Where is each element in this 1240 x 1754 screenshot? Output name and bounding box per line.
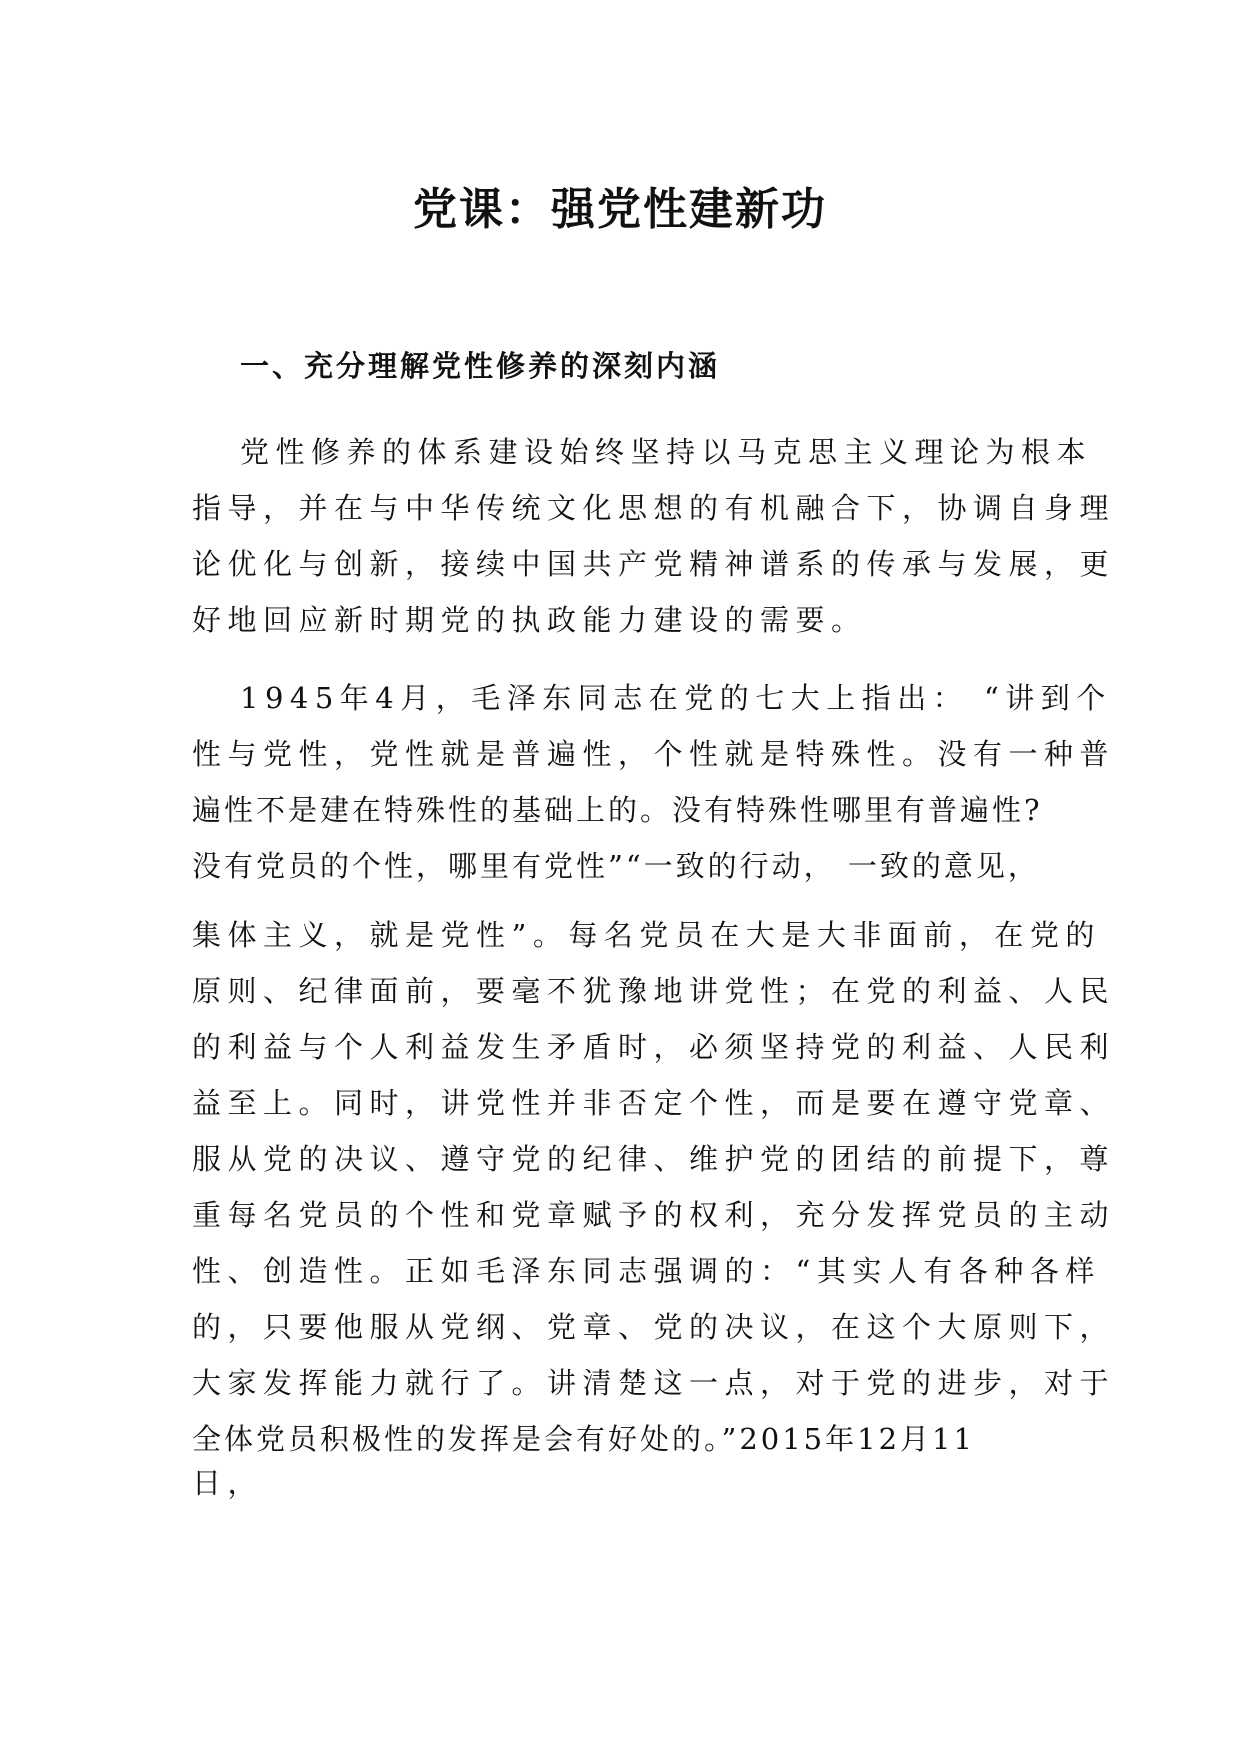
paragraph-line: 论优化与创新，接续中国共产党精神谱系的传承与发展，更 [192, 547, 1116, 581]
paragraph-line: 日， [192, 1466, 264, 1500]
paragraph-line: 大家发挥能力就行了。讲清楚这一点，对于党的进步，对于 [192, 1366, 1116, 1400]
paragraph-1 [192, 424, 1116, 648]
paragraph-line: 原则、纪律面前，要毫不犹豫地讲党性；在党的利益、人民 [192, 974, 1116, 1008]
paragraph-line: 党性修养的体系建设始终坚持以马克思主义理论为根本 [240, 435, 1093, 469]
document-title: 党课：强党性建新功 [413, 184, 827, 235]
paragraph-line: 好地回应新时期党的执政能力建设的需要。 [192, 603, 867, 637]
paragraph-line: 全体党员积极性的发挥是会有好处的。”2015年12月11 [192, 1422, 975, 1456]
paragraph-line: 的利益与个人利益发生矛盾时，必须坚持党的利益、人民利 [192, 1030, 1116, 1064]
paragraph-line: 指导，并在与中华传统文化思想的有机融合下，协调自身理 [192, 491, 1116, 525]
section-heading: 一、充分理解党性修养的深刻内涵 [240, 349, 721, 383]
paragraph-line: 遍性不是建在特殊性的基础上的。没有特殊性哪里有普遍性? [192, 793, 1043, 827]
paragraph-line: 的，只要他服从党纲、党章、党的决议，在这个大原则下， [192, 1310, 1116, 1344]
paragraph-line: 1945年4月，毛泽东同志在党的七大上指出： “讲到个 [240, 681, 1112, 715]
paragraph-line: 集体主义，就是党性”。每名党员在大是大非面前，在党的 [192, 918, 1101, 952]
paragraph-line: 益至上。同时，讲党性并非否定个性，而是要在遵守党章、 [192, 1086, 1116, 1120]
paragraph-line: 性与党性，党性就是普遍性，个性就是特殊性。没有一种普 [192, 737, 1116, 771]
paragraph-2 [192, 670, 1116, 1500]
paragraph-line: 重每名党员的个性和党章赋予的权利，充分发挥党员的主动 [192, 1198, 1116, 1232]
paragraph-line: 性、创造性。正如毛泽东同志强调的：“其实人有各种各样 [192, 1254, 1101, 1288]
paragraph-line: 没有党员的个性，哪里有党性”“一致的行动， 一致的意见， [192, 849, 1040, 883]
paragraph-line: 服从党的决议、遵守党的纪律、维护党的团结的前提下，尊 [192, 1142, 1116, 1176]
